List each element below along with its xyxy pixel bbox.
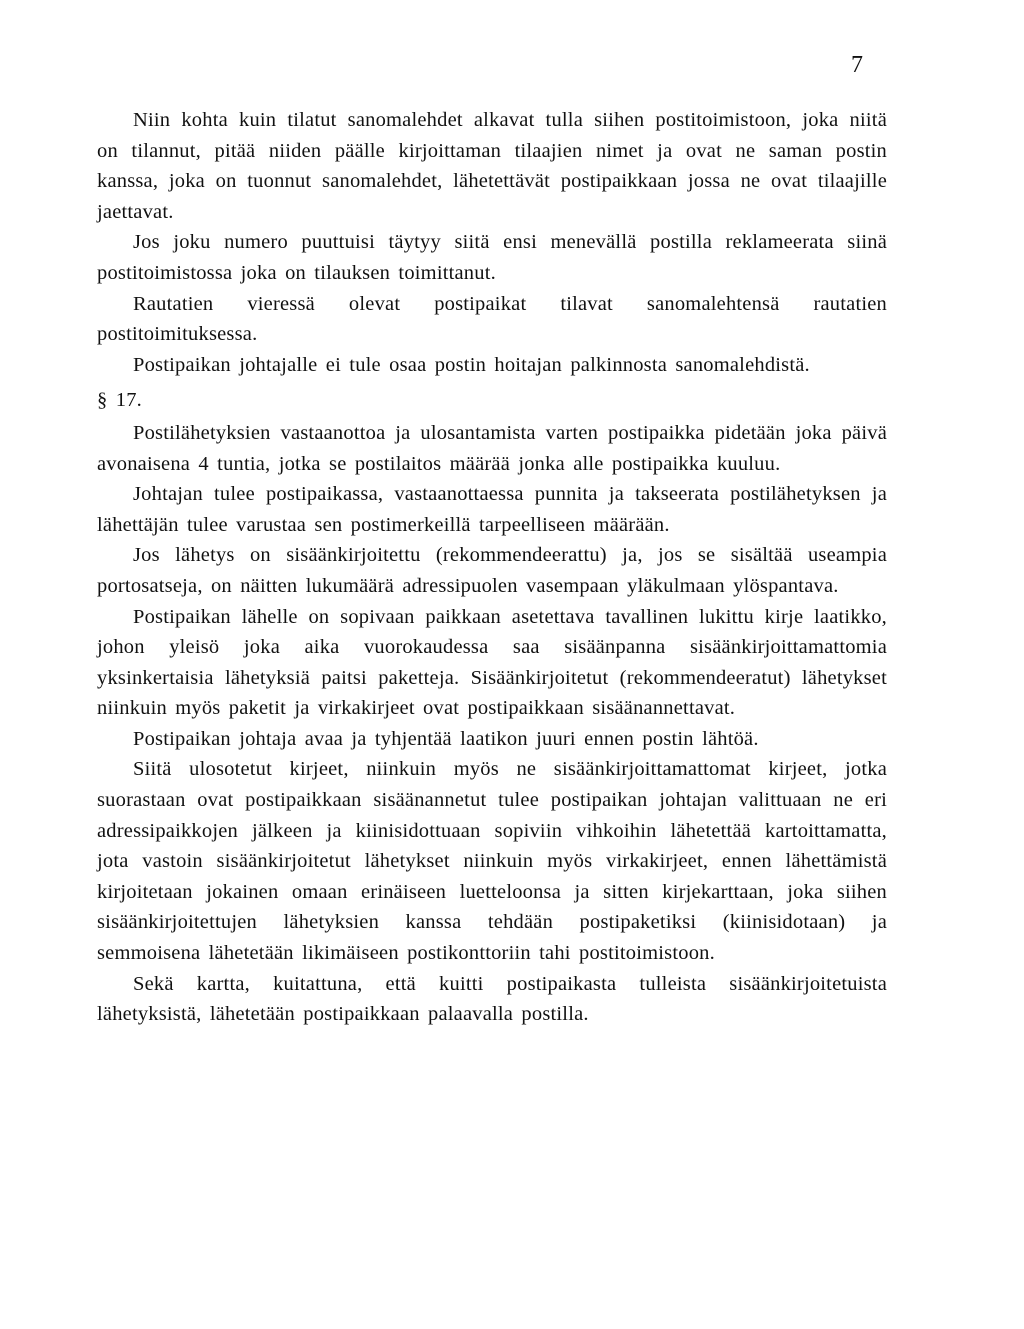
paragraph: Niin kohta kuin tilatut sanomalehdet alkavat tulla siihen postitoimistoon, joka niitä on tilannut, pitää niiden päälle kirjoittaman tilaajien nimet ja ovat ne saman postin kanssa, joka on tuonnut sanomalehdet, lähetettävät postipaikkaan jossa ne ovat tilaajille jaettavat. [97, 109, 887, 223]
paragraph: Jos joku numero puuttuisi täytyy siitä ensi menevällä postilla reklameerata siinä postitoimistossa joka on tilauksen toimittanut. [97, 231, 887, 284]
paragraph: Rautatien vieressä olevat postipaikat tilavat sanomalehtensä rautatien postitoimituksessa. [97, 292, 887, 346]
paragraph: Postipaikan johtaja avaa ja tyhjentää laatikon juuri ennen postin lähtöä. [133, 727, 759, 750]
paragraph: Siitä ulosotetut kirjeet, niinkuin myös ne sisäänkirjoittamattomat kirjeet, jotka suorastaan ovat postipaikkaan sisäänannetut tulee postipaikan johtajan valittuaan ne eri adressipaikkojen jälkeen ja kiinisidottuaan sopiviin vihkoihin lähetettää kartoittamatta, jota vastoin sisäänkirjoitetut lähetykset niinkuin myös virkakirjeet, ennen lähettämistä kirjoitetaan jokainen omaan erinäiseen luetteloonsa ja sitten kirjekarttaan, joka siihen sisäänkirjoitettujen lähetyksien kanssa tehdään postipaketiksi (kiinisidotaan) ja semmoisena lähetetään likimäiseen postikonttoriin tahi postitoimistoon. [97, 758, 887, 965]
page-number: 7 [851, 52, 863, 78]
paragraph: Johtajan tulee postipaikassa, vastaanottaessa punnita ja takseerata postilähetyksen ja lähettäjän tulee varustaa sen postimerkeillä tarpeelliseen määrään. [97, 483, 887, 536]
section-heading: § 17. [97, 389, 142, 412]
paragraph: Postipaikan lähelle on sopivaan paikkaan asetettava tavallinen lukittu kirje laatikko, johon yleisö joka aika vuorokaudessa saa sisäänpanna sisäänkirjoittamattomia yksinkertaisia lähetyksiä paitsi paketteja. Sisäänkirjoitetut (rekommendeeratut) lähetykset niinkuin myös paketit ja virkakirjeet ovat postipaikkaan sisäänannettavat. [97, 605, 887, 720]
body-text [97, 105, 887, 1030]
paragraph: Postilähetyksien vastaanottoa ja ulosantamista varten postipaikka pidetään joka päivä avonaisena 4 tuntia, jotka se postilaitos määrää jonka alle postipaikka kuuluu. [97, 421, 887, 475]
paragraph: Jos lähetys on sisäänkirjoitettu (rekommendeerattu) ja, jos se sisältää useampia portosatseja, on näitten lukumäärä adressipuolen vasempaan yläkulmaan ylöspantava. [97, 544, 887, 597]
paragraph: Postipaikan johtajalle ei tule osaa postin hoitajan palkinnosta sanomalehdistä. [133, 353, 810, 376]
paragraph: Sekä kartta, kuitattuna, että kuitti postipaikasta tulleista sisäänkirjoitetuista lähetyksistä, lähetetään postipaikkaan palaavalla postilla. [97, 972, 887, 1026]
